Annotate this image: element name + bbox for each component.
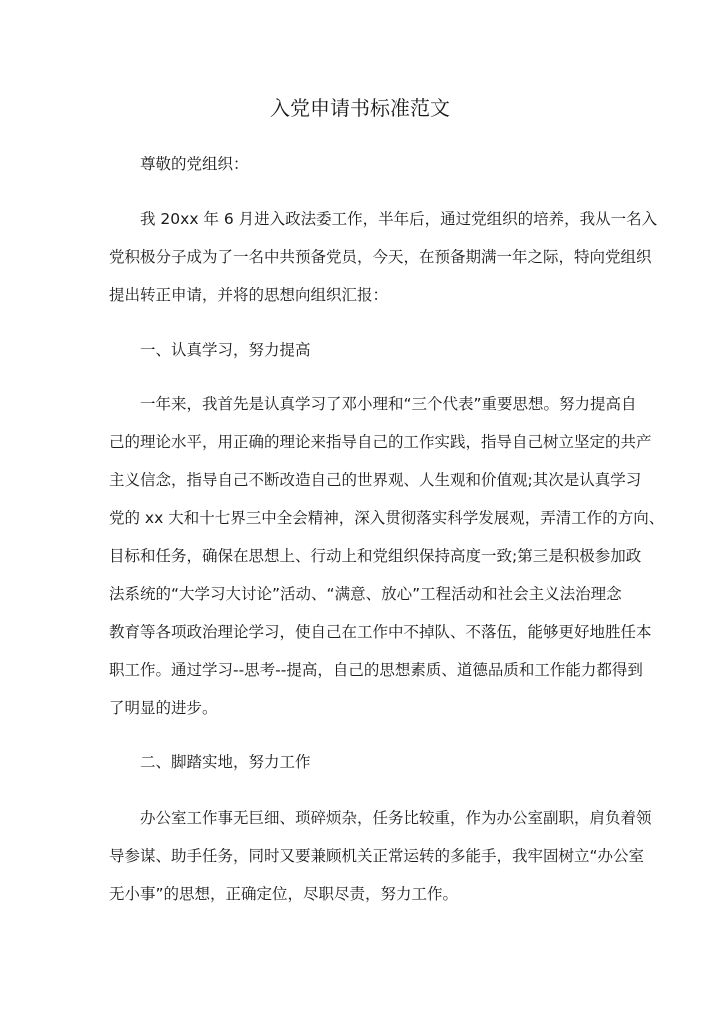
paragraph-1 (109, 200, 658, 314)
greeting: 尊敬的党组织： (140, 155, 249, 173)
paragraph-line: 党的 xx 大和十七界三中全会精神，深入贯彻落实科学发展观，弄清工作的方向、 (109, 509, 665, 527)
section-heading-1: 一、认真学习，努力提高 (140, 341, 311, 359)
paragraph-line: 主义信念，指导自己不断改造自己的世界观、人生观和价值观;其次是认真学习 (109, 471, 642, 489)
paragraph-line: 己的理论水平，用正确的理论来指导自己的工作实践，指导自己树立坚定的共产 (109, 433, 652, 451)
paragraph-line: 职工作。通过学习--思考--提高，自己的思想素质、道德品质和工作能力都得到 (109, 661, 643, 679)
paragraph-line: 法系统的“大学习大讨论”活动、“满意、放心”工程活动和社会主义法治理念 (109, 585, 622, 603)
paragraph-line: 教育等各项政治理论学习，使自己在工作中不掉队、不落伍，能够更好地胜任本 (109, 623, 652, 641)
paragraph-line: 导参谋、助手任务，同时又要兼顾机关正常运转的多能手，我牢固树立“办公室 (109, 847, 645, 865)
document-title: 入党申请书标准范文 (270, 96, 450, 120)
paragraph-line: 无小事”的思想，正确定位，尽职尽责，努力工作。 (109, 885, 459, 903)
section-heading-2: 二、脚踏实地，努力工作 (140, 753, 311, 771)
paragraph-line: 提出转正申请，并将的思想向组织汇报： (109, 286, 389, 304)
paragraph-2 (109, 385, 665, 727)
paragraph-line: 我 20xx 年 6 月进入政法委工作，半年后，通过党组织的培养，我从一名入 (140, 210, 658, 228)
paragraph-line: 一年来，我首先是认真学习了邓小理和“三个代表”重要思想。努力提高自 (140, 395, 637, 413)
paragraph-3 (109, 799, 652, 913)
paragraph-line: 办公室工作事无巨细、琐碎烦杂，任务比较重，作为办公室副职，肩负着领 (140, 809, 652, 827)
paragraph-line: 目标和任务，确保在思想上、行动上和党组织保持高度一致;第三是积极参加政 (109, 547, 642, 565)
paragraph-line: 了明显的进步。 (109, 699, 218, 717)
paragraph-line: 党积极分子成为了一名中共预备党员，今天，在预备期满一年之际，特向党组织 (109, 248, 652, 266)
